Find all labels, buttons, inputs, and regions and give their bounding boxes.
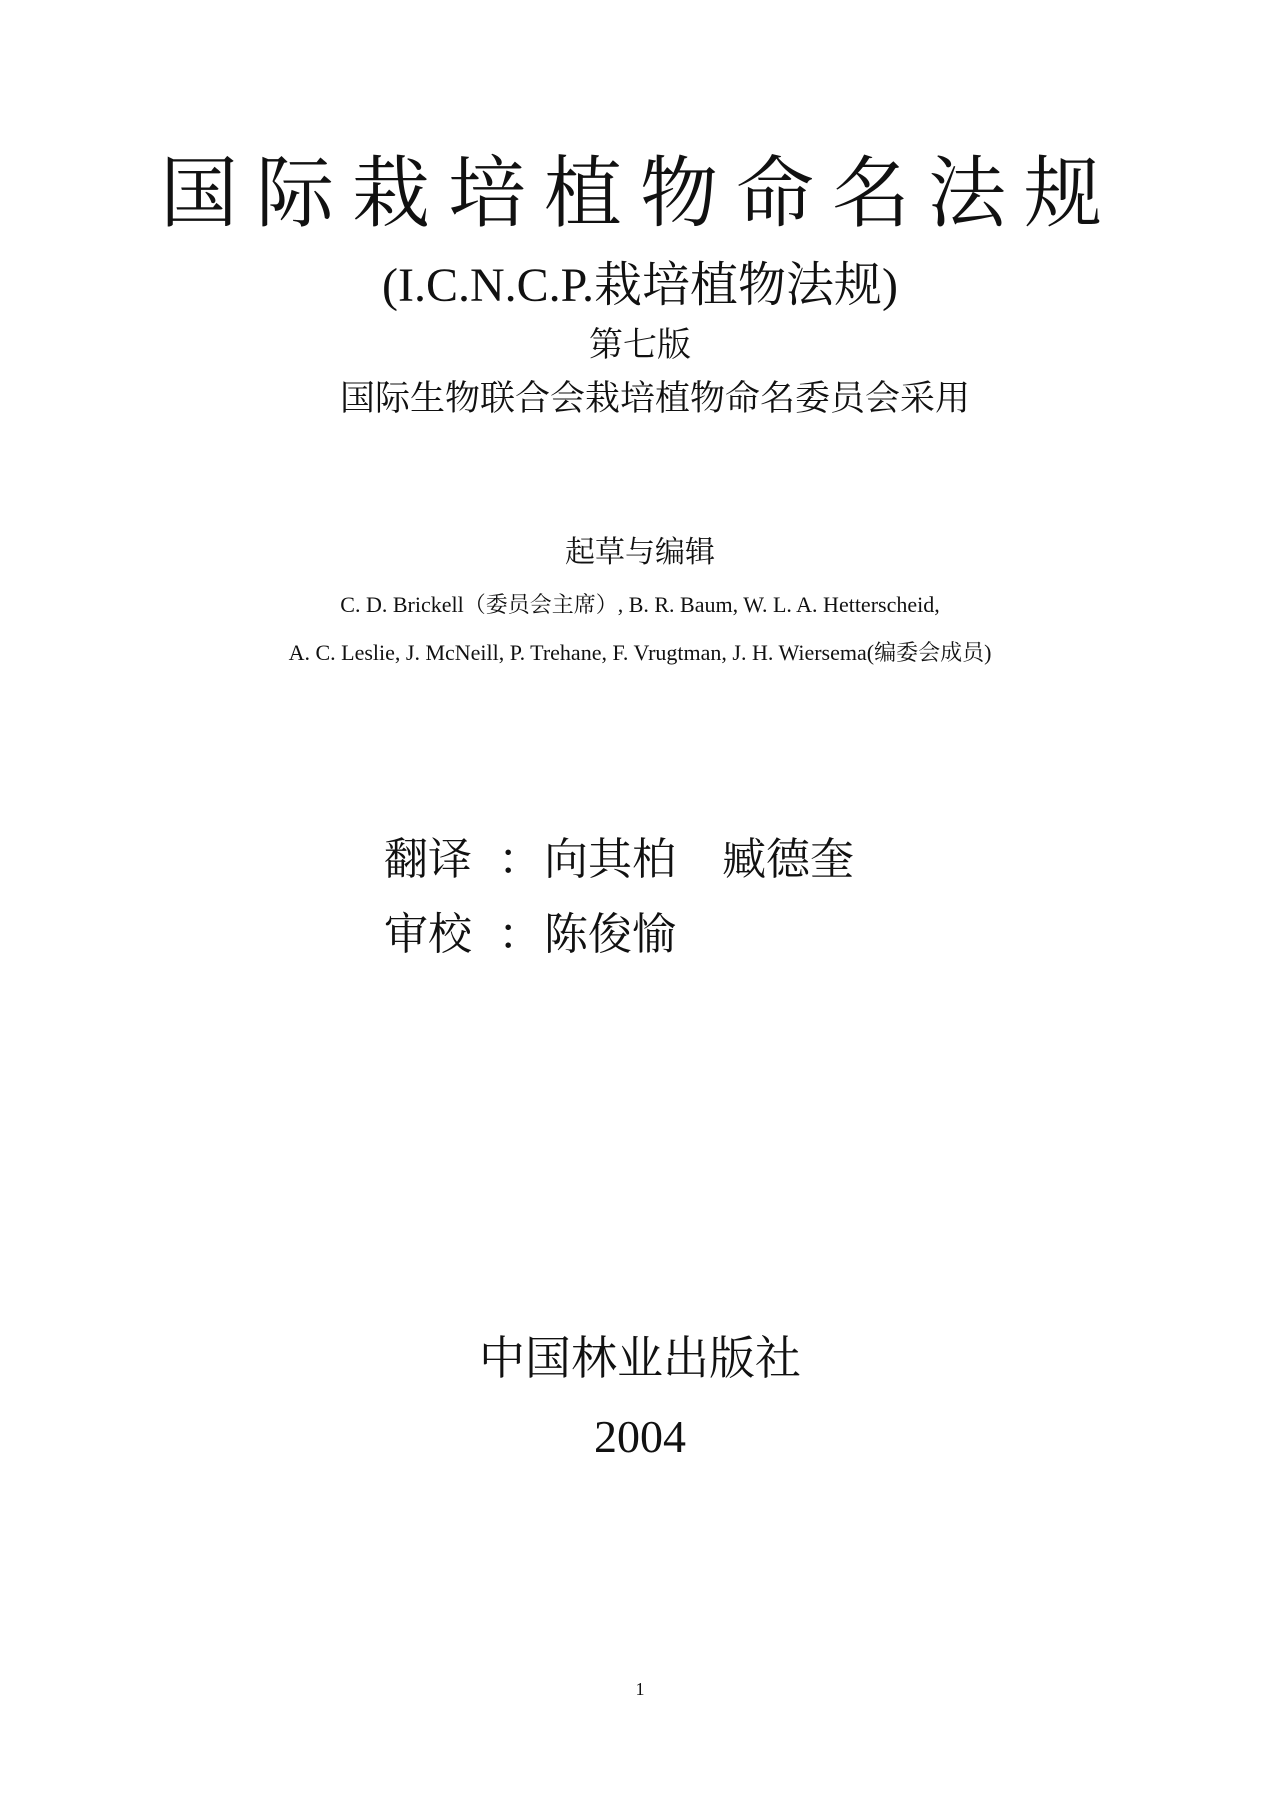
editors-line-1: C. D. Brickell（委员会主席）, B. R. Baum, W. L. A. Hetterscheid, (340, 592, 940, 617)
proofreading-label: 审校 (384, 909, 472, 960)
publication-year: 2004 (594, 1411, 686, 1462)
proofreading-colon: ： (498, 909, 542, 960)
proofreader-name: 陈俊愉 (544, 909, 676, 960)
translation-colon: ： (498, 834, 542, 885)
proofreading-credit (384, 909, 676, 960)
translation-label: 翻译 (384, 834, 472, 885)
edition-label: 第七版 (589, 325, 691, 365)
page-number: 1 (635, 1679, 645, 1699)
adopted-by-line: 国际生物联合会栽培植物命名委员会采用 (340, 379, 971, 419)
editors-line-2: A. C. Leslie, J. McNeill, P. Trehane, F. Vrugtman, J. H. Wiersema(编委会成员) (288, 640, 992, 665)
document-subtitle: (I.C.N.C.P.栽培植物法规) (381, 259, 899, 312)
document-title: 国际栽培植物命名法规 (159, 149, 1120, 239)
translation-credit (384, 834, 854, 885)
translator-name-2: 臧德奎 (722, 834, 854, 885)
editors-heading: 起草与编辑 (565, 535, 715, 570)
translator-name-1: 向其柏 (544, 834, 676, 885)
publisher-name: 中国林业出版社 (479, 1331, 801, 1385)
